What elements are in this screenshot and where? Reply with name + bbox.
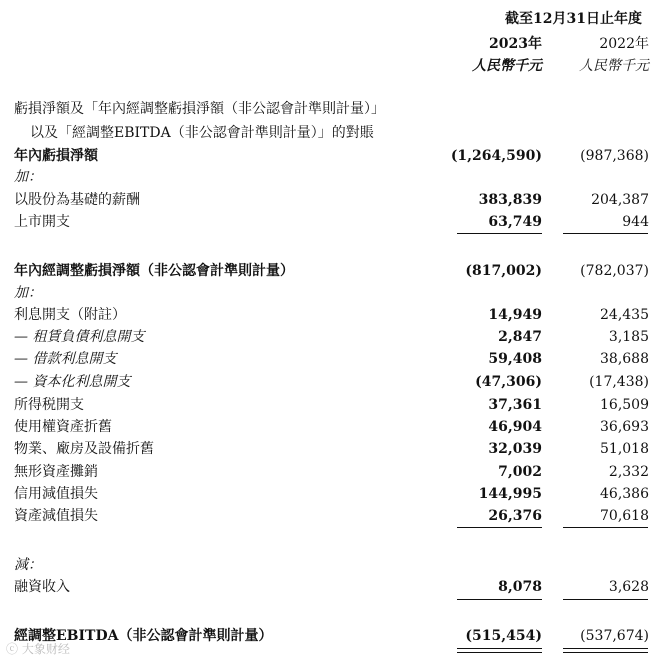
row-value-2023: 144,995 xyxy=(478,486,542,502)
row-value-2023: 63,749 xyxy=(488,214,542,230)
row-value-2022: (987,368) xyxy=(580,148,649,164)
row-label: — 借款利息開支 xyxy=(14,351,117,367)
row-value-2023: (515,454) xyxy=(465,628,542,644)
row-label: 利息開支（附註） xyxy=(14,307,126,323)
row-value-2022: 38,688 xyxy=(600,351,649,367)
row-value-2022: 24,435 xyxy=(600,307,649,323)
row-value-2023: 32,039 xyxy=(488,441,542,457)
row-label: 資產減值損失 xyxy=(14,508,98,524)
row-value-2023: 383,839 xyxy=(478,192,542,208)
row-label: 信用減值損失 xyxy=(14,486,98,502)
subtotal-rule-2022 xyxy=(563,233,648,234)
header-unit-2023: 人民幣千元 xyxy=(472,58,542,74)
row-value-2022: 204,387 xyxy=(591,192,649,208)
intro-line-2: 以及「經調整EBITDA（非公認會計準則計量）」的對賬 xyxy=(30,125,374,141)
row-label: 上市開支 xyxy=(14,214,70,230)
row-label: 經調整EBITDA（非公認會計準則計量） xyxy=(14,628,273,644)
row-label: 以股份為基礎的薪酬 xyxy=(14,192,140,208)
total-double-rule-2022 xyxy=(563,648,648,653)
row-value-2023: 26,376 xyxy=(488,508,542,524)
row-value-2022: (537,674) xyxy=(580,628,649,644)
row-label: 減： xyxy=(14,557,42,573)
row-value-2022: 16,509 xyxy=(600,397,649,413)
intro-line-1: 虧損淨額及「年內經調整虧損淨額（非公認會計準則計量）」 xyxy=(14,101,385,117)
row-label: 加： xyxy=(14,285,42,301)
row-value-2023: 46,904 xyxy=(488,419,542,435)
row-value-2023: 2,847 xyxy=(498,329,542,345)
row-label: 物業、廠房及設備折舊 xyxy=(14,441,154,457)
row-label: 使用權資產折舊 xyxy=(14,419,112,435)
row-label: 年內經調整虧損淨額（非公認會計準則計量） xyxy=(14,263,294,279)
row-value-2022: 36,693 xyxy=(600,419,649,435)
row-label: 所得税開支 xyxy=(14,397,84,413)
header-year-2023: 2023年 xyxy=(489,36,542,52)
row-value-2022: 46,386 xyxy=(600,486,649,502)
row-label: — 租賃負債利息開支 xyxy=(14,329,145,345)
row-value-2023: (1,264,590) xyxy=(450,148,542,164)
row-label: 融資收入 xyxy=(14,579,70,595)
row-value-2023: (817,002) xyxy=(465,263,542,279)
header-year-2022: 2022年 xyxy=(599,36,649,52)
row-value-2023: 37,361 xyxy=(488,397,542,413)
row-value-2022: (17,438) xyxy=(589,374,649,390)
row-label: 無形資產攤銷 xyxy=(14,464,98,480)
row-value-2022: 944 xyxy=(622,214,649,230)
subtotal-rule-2022 xyxy=(563,599,648,600)
row-value-2023: 7,002 xyxy=(498,464,542,480)
row-label: 年內虧損淨額 xyxy=(14,148,98,164)
subtotal-rule-2023 xyxy=(457,233,542,234)
watermark: ⓒ 大象财经 xyxy=(6,642,70,656)
row-value-2022: 2,332 xyxy=(608,464,649,480)
subtotal-rule-2023 xyxy=(457,527,542,528)
subtotal-rule-2022 xyxy=(563,527,648,528)
row-label: 加： xyxy=(14,169,42,185)
header-period: 截至12月31日止年度 xyxy=(505,11,642,27)
total-double-rule-2023 xyxy=(457,648,542,653)
row-label: — 資本化利息開支 xyxy=(14,374,131,390)
row-value-2023: 14,949 xyxy=(488,307,542,323)
row-value-2022: 51,018 xyxy=(600,441,649,457)
row-value-2022: (782,037) xyxy=(580,263,649,279)
row-value-2022: 3,628 xyxy=(608,579,649,595)
row-value-2022: 70,618 xyxy=(600,508,649,524)
subtotal-rule-2023 xyxy=(457,599,542,600)
row-value-2023: 59,408 xyxy=(488,351,542,367)
row-value-2023: 8,078 xyxy=(498,579,542,595)
header-unit-2022: 人民幣千元 xyxy=(579,58,649,74)
row-value-2023: (47,306) xyxy=(475,374,542,390)
row-value-2022: 3,185 xyxy=(608,329,649,345)
